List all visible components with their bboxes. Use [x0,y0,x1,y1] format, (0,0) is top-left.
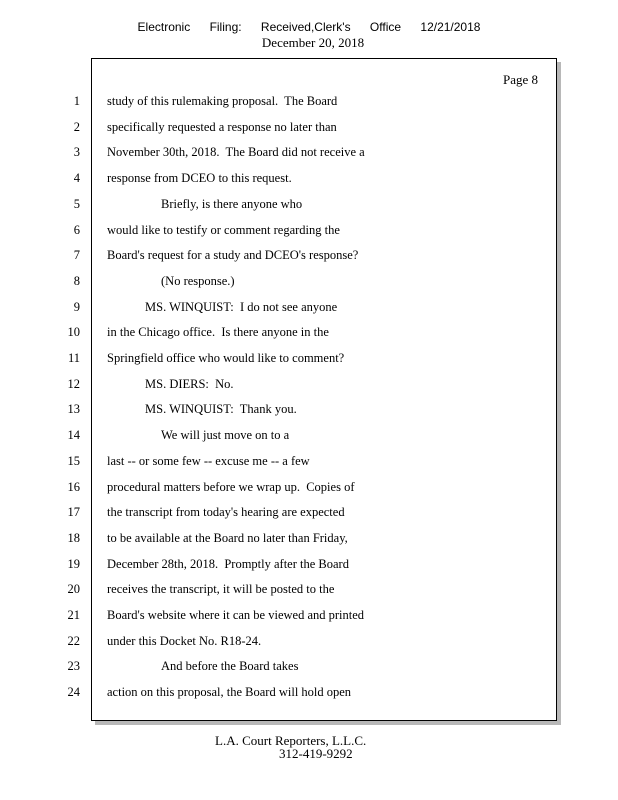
stamp-date: 12/21/2018 [420,20,481,34]
transcript-line: MS. WINQUIST: I do not see anyone [145,299,338,314]
line-number: 14 [67,428,80,443]
line-number: 3 [73,145,80,160]
transcript-line: Board's request for a study and DCEO's response? [107,248,359,263]
transcript-line: in the Chicago office. Is there anyone in the [107,325,329,340]
transcript-line: Board's website where it can be viewed and printed [107,608,365,622]
footer-phone: 312-419-9292 [279,746,353,761]
line-number: 9 [73,299,80,314]
transcript-line: Briefly, is there anyone who [161,196,303,211]
transcript-line: would like to testify or comment regarding the [107,222,340,237]
line-number: 18 [67,530,80,545]
stamp-word: Electronic [137,20,191,34]
footer-company: L.A. Court Reporters, L.L.C. [215,733,367,748]
line-number: 20 [67,582,80,597]
transcript-line: action on this proposal, the Board will hold open [107,685,352,700]
stamp-word: Office [369,20,402,34]
line-number: 7 [73,248,80,263]
transcript-line: MS. WINQUIST: Thank you. [145,402,297,417]
transcript-line: study of this rulemaking proposal. The Board [107,94,338,108]
transcript-line: Springfield office who would like to comment? [107,351,345,365]
line-number: 8 [73,273,80,288]
line-number: 19 [67,556,80,571]
transcript-line: November 30th, 2018. The Board did not receive a [107,145,365,160]
transcript-line: And before the Board takes [161,659,299,674]
transcript-line: receives the transcript, it will be posted to the [107,582,335,597]
transcript-line: (No response.) [161,273,235,288]
line-number: 22 [67,633,80,648]
line-number: 16 [67,479,80,494]
line-number: 10 [67,325,80,340]
page-number: Page 8 [502,72,538,87]
transcript-line: procedural matters before we wrap up. Copies of [107,479,355,494]
line-number: 15 [67,453,80,468]
transcript-line: the transcript from today's hearing are expected [107,505,345,520]
stamp-word: Filing: [209,20,242,34]
transcript-line: to be available at the Board no later than Friday, [107,530,348,545]
line-number: 24 [67,685,80,700]
transcript-line: MS. DIERS: No. [145,376,234,391]
transcript-line: response from DCEO to this request. [107,171,292,186]
line-number: 4 [73,171,80,186]
line-number: 11 [67,351,80,365]
line-number: 13 [67,402,80,417]
transcript-line: last -- or some few -- excuse me -- a few [107,453,310,468]
transcript-line: under this Docket No. R18-24. [107,633,262,648]
transcript-line: specifically requested a response no later than [107,119,337,134]
line-number: 23 [67,659,80,674]
line-number: 12 [67,376,80,391]
line-number: 5 [73,196,80,211]
transcript-date: December 20, 2018 [261,35,365,50]
line-number: 6 [73,222,80,237]
line-number: 17 [67,505,80,520]
line-number: 21 [67,608,80,622]
line-number: 1 [73,94,80,108]
electronic-filing-stamp [0,20,618,34]
stamp-word: Received,Clerk's [260,20,351,34]
line-number: 2 [73,119,80,134]
transcript-line: December 28th, 2018. Promptly after the Board [107,556,349,571]
transcript-line: We will just move on to a [161,428,290,443]
